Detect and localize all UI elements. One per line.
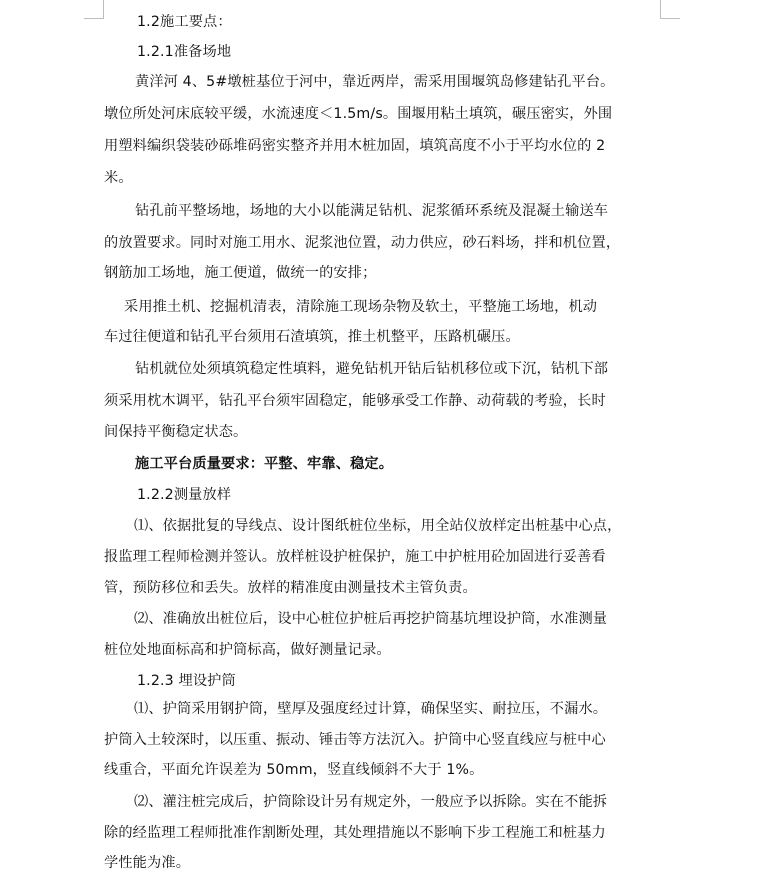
paragraph-line: ⑴、护筒采用钢护筒，壁厚及强度经过计算，确保坚实、耐拉压，不漏水。 (134, 701, 608, 717)
section-heading: 1.2施工要点： (137, 14, 232, 30)
paragraph-line: 护筒入土较深时，以压重、振动、锤击等方法沉入。护筒中心竖直线应与桩中心 (104, 732, 606, 748)
paragraph-line: 车过往便道和钻孔平台须用石渣填筑，推土机整平，压路机碾压。 (104, 329, 520, 345)
paragraph-line: 学性能为准。 (104, 855, 191, 871)
paragraph-line: 用塑料编织袋装砂砾堆码密实整齐并用木桩加固，填筑高度不小于平均水位的 2 (104, 138, 606, 154)
quality-requirement: 施工平台质量要求：平整、牢靠、稳定。 (135, 456, 394, 472)
paragraph-line: 桩位处地面标高和护筒标高，做好测量记录。 (104, 642, 391, 658)
crop-mark-top-right-vertical (660, 0, 661, 18)
paragraph-line: 米。 (104, 170, 133, 186)
paragraph-line: 黄洋河 4、5#墩桩基位于河中，靠近两岸，需采用围堰筑岛修建钻孔平台。 (135, 74, 615, 90)
paragraph-line: 钻孔前平整场地，场地的大小以能满足钻机、泥浆循环系统及混凝土输送车 (135, 203, 609, 219)
paragraph-line: ⑵、灌注桩完成后，护筒除设计另有规定外，一般应予以拆除。实在不能拆 (134, 794, 608, 810)
paragraph-line: 间保持平衡稳定状态。 (104, 424, 248, 440)
paragraph-line: 须采用枕木调平，钻孔平台须牢固稳定，能够承受工作静、动荷载的考验，长时 (104, 393, 606, 409)
paragraph-line: 钢筋加工场地，施工便道，做统一的安排； (104, 265, 377, 281)
paragraph-line: 报监理工程师检测并签认。放样桩设护桩保护，施工中护桩用砼加固进行妥善看 (104, 549, 606, 565)
paragraph-line: ⑴、依据批复的导线点、设计图纸桩位坐标，用全站仪放样定出桩基中心点， (134, 518, 622, 534)
paragraph-line: ⑵、准确放出桩位后，设中心桩位护桩后再挖护筒基坑埋设护筒，水准测量 (134, 611, 608, 627)
subsection-heading: 1.2.2测量放样 (137, 487, 232, 503)
paragraph-line: 墩位所处河床底较平缓，水流速度＜1.5m/s。围堰用粘土填筑，碾压密实，外围 (104, 106, 613, 122)
crop-mark-top-left-horizontal (84, 18, 104, 19)
paragraph-line: 钻机就位处须填筑稳定性填料，避免钻机开钻后钻机移位或下沉，钻机下部 (135, 361, 609, 377)
crop-mark-top-left-vertical (103, 0, 104, 18)
paragraph-line: 的放置要求。同时对施工用水、泥浆池位置，动力供应，砂石料场，拌和机位置， (104, 235, 621, 251)
subsection-heading: 1.2.1准备场地 (137, 44, 232, 60)
crop-mark-top-right-horizontal (660, 18, 680, 19)
paragraph-line: 除的经监理工程师批准作割断处理，其处理措施以不影响下步工程施工和桩基力 (104, 825, 606, 841)
paragraph-line: 线重合，平面允许误差为 50mm，竖直线倾斜不大于 1%。 (104, 762, 484, 778)
subsection-heading: 1.2.3 埋设护筒 (137, 673, 236, 689)
paragraph-line: 采用推土机、挖掘机清表，清除施工现场杂物及软土，平整施工场地，机动 (124, 299, 598, 315)
paragraph-line: 管，预防移位和丢失。放样的精准度由测量技术主管负责。 (104, 580, 477, 596)
